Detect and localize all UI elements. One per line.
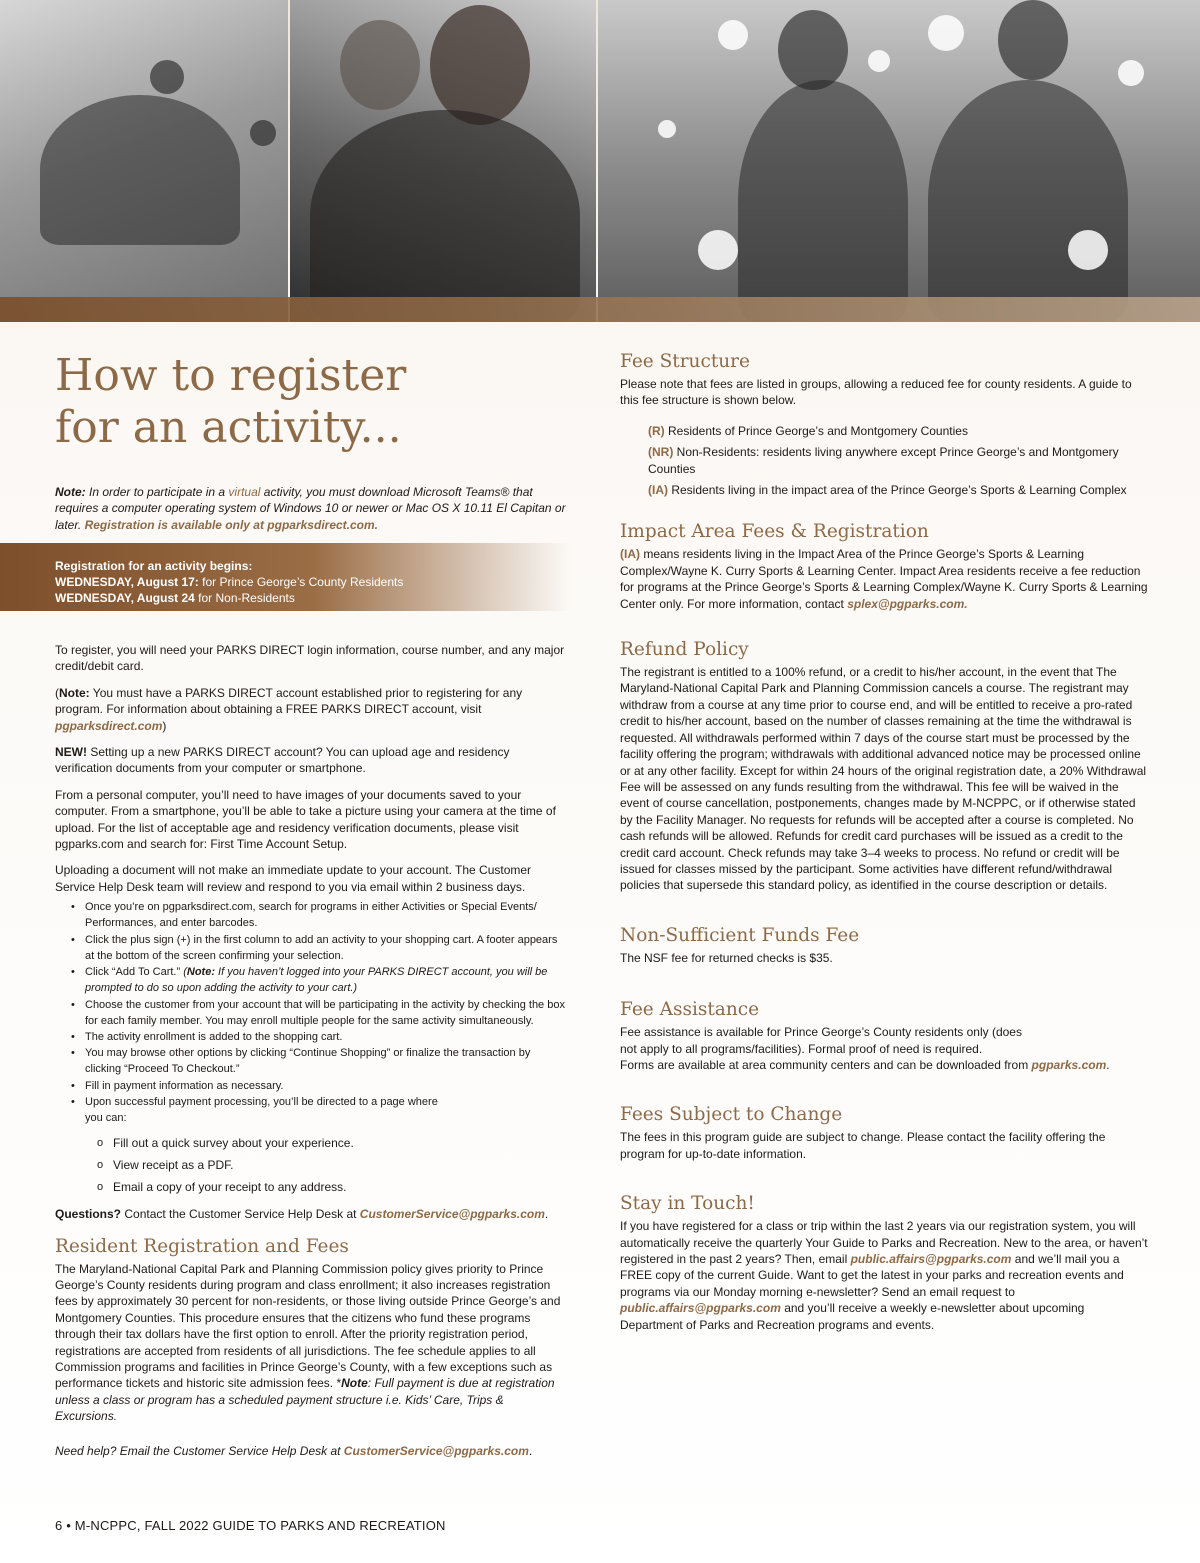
registration-instructions	[55, 642, 565, 1469]
resident-fees-heading: Resident Registration and Fees	[55, 1235, 349, 1257]
nsf-heading: Non-Sufficient Funds Fee	[620, 924, 860, 946]
step-3-note-label: Note:	[186, 966, 215, 979]
questions-line	[55, 1206, 565, 1222]
option-survey: o Fill out a quick survey about your experience.	[113, 1132, 565, 1154]
nsf-section	[620, 924, 1150, 966]
fee-structure-section	[620, 350, 1150, 498]
registration-dates-banner	[0, 543, 570, 611]
instructions-p3	[55, 744, 565, 777]
banner-text-residents: for Prince George’s County Residents	[198, 575, 404, 589]
fee-code-nr	[648, 444, 1150, 477]
questions-end: .	[544, 1207, 549, 1222]
refund-heading: Refund Policy	[620, 639, 749, 661]
banner-text-nonresidents: for Non-Residents	[194, 591, 295, 605]
help-end: .	[528, 1443, 533, 1458]
impact-heading: Impact Area Fees & Registration	[620, 521, 929, 543]
step-3-text: Click “Add To Cart.”	[85, 966, 184, 979]
note-text-1: In order to participate in a	[85, 485, 229, 499]
questions-text: Contact the Customer Service Help Desk at	[121, 1207, 360, 1222]
step-3-note-text: If you haven’t logged into your PARKS DIRECT account, you will be prompted to do so upon adding the activity to your cart.)	[85, 966, 548, 995]
customer-service-email-link[interactable]: CustomerService@pgparks.com	[359, 1207, 545, 1222]
assistance-heading: Fee Assistance	[620, 999, 760, 1021]
splex-email-link[interactable]: splex@pgparks.com.	[847, 596, 968, 611]
resident-note-label: Note	[341, 1376, 368, 1391]
stay-in-touch-section	[620, 1192, 1150, 1333]
fee-assistance-section	[620, 998, 1150, 1073]
left-column-intro	[55, 350, 575, 533]
step-7: • Fill in payment information as necessary.	[85, 1078, 565, 1094]
impact-code: (IA)	[620, 547, 640, 562]
note-text-2: activity, you must download Microsoft Teams® that requires a computer operating system of Windows 10 or newer or Mac OS X 10.11 El Capitan or later.	[55, 485, 566, 532]
code-nr-label: (NR)	[648, 445, 674, 460]
assistance-text-2	[620, 1057, 1150, 1073]
questions-label: Questions?	[55, 1207, 122, 1222]
touch-text-3: and you’ll receive a weekly e-newsletter about upcoming Department of Parks and Recreation programs and events.	[620, 1301, 1085, 1332]
resident-note-text: : Full payment is due at registration unless a class or program has a scheduled payment structure i.e. Kids’ Care, Trips & Excursions.	[55, 1376, 555, 1424]
instructions-p4: From a personal computer, you’ll need to have images of your documents saved to your computer. From a smartphone, you’ll be able to take a picture using your camera at the time of upload. For the list of acceptable age and residency verification documents, please visit pgparks.com and search for: First Time Account Setup.	[55, 787, 556, 852]
step-8: • Upon successful payment processing, you’ll be directed to a page where you can:	[85, 1094, 565, 1126]
photo-header	[0, 0, 1200, 322]
step-6: • You may browse other options by clicking “Continue Shopping” or finalize the transaction by clicking “Proceed To Checkout.”	[85, 1045, 565, 1077]
change-text: The fees in this program guide are subject to change. Please contact the facility offering the program for up-to-date information.	[620, 1130, 1106, 1161]
fee-code-r	[648, 423, 1150, 439]
photo-mother-and-baby	[290, 0, 596, 322]
refund-text: The registrant is entitled to a 100% refund, or a credit to his/her account, in the event that The Maryland-National Capital Park and Planning Commission cancels a course. The registrant may withdraw from a course at any time prior to course end, and will be entitled to receive a pro-rated credit to his/her account, based on the number of classes remaining at the time the withdrawal is requested. All withdrawals performed within 7 days of the course start must be processed by the facility offering the program; withdrawals with additional advanced notice may be processed online or at any other facility. Except for within 24 hours of the original registration date, a 20% Withdrawal Fee will be assessed on any funds resulting from the withdrawal. This fee will be waived in the event of course cancellation, postponements, changes made by M-NCPPC, or if otherwise stated by the Facility Manager. No requests for refunds will be accepted after a course is completed. No cash refunds will be allowed. Refunds for credit card purchases will be issued as a credit to the credit card account. Check refunds may take 3–4 weeks to process. No refund or credit will be issued for classes missed by the participant. Some activities have different refund/withdrawal policies that supersede this standard policy, as identified in the course description or details.	[620, 665, 1147, 893]
photo-fitness-class	[0, 0, 288, 322]
help-text: Need help? Email the Customer Service Help Desk at	[55, 1443, 344, 1458]
fee-structure-heading: Fee Structure	[620, 351, 750, 372]
help-line	[55, 1443, 565, 1459]
banner-date-nonresidents: WEDNESDAY, August 24	[55, 591, 195, 605]
p2-text: You must have a PARKS DIRECT account established prior to registering for any program. For information about obtaining a FREE PARKS DIRECT account, visit	[55, 685, 523, 717]
virtual-link[interactable]: virtual	[228, 485, 261, 499]
p3-text: Setting up a new PARKS DIRECT account? You can upload age and residency verification documents from your computer or smartphone.	[55, 745, 510, 776]
assistance-end: .	[1106, 1057, 1110, 1072]
assistance-forms: Forms are available at area community centers and can be downloaded from	[620, 1057, 1032, 1072]
title-line-1: How to register	[55, 350, 407, 401]
right-column	[620, 350, 1150, 1361]
photo-bottom-strip	[0, 297, 1200, 322]
instructions-p1: To register, you will need your PARKS DIRECT login information, course number, and any major credit/debit card.	[55, 643, 565, 674]
banner-heading: Registration for an activity begins:	[55, 559, 253, 573]
step-3-open: (	[183, 966, 187, 979]
p2-note-label: Note:	[59, 685, 90, 700]
registration-steps	[85, 899, 565, 1126]
touch-text-2: and we’ll mail you a FREE copy of the current Guide. Want to get the latest in your parks and recreation events and programs via our Monday morning e-newsletter? Send an email request to	[620, 1252, 1124, 1299]
public-affairs-link-2[interactable]: public.affairs@pgparks.com	[620, 1301, 781, 1316]
banner-date-residents: WEDNESDAY, August 17:	[55, 575, 199, 589]
registration-availability[interactable]: Registration is available only at pgparksdirect.com.	[84, 517, 379, 532]
p2-end: )	[162, 718, 167, 733]
code-r-text: Residents of Prince George’s and Montgomery Counties	[664, 423, 968, 438]
step-1: • Once you’re on pgparksdirect.com, search for programs in either Activities or Special Events/ Performances, and enter barcodes.	[85, 899, 565, 931]
option-email-receipt: o Email a copy of your receipt to any address.	[113, 1176, 565, 1198]
option-receipt-pdf: o View receipt as a PDF.	[113, 1154, 565, 1176]
code-nr-text: Non-Residents: residents living anywhere except Prince George’s and Montgomery Counties	[648, 445, 1119, 476]
instructions-p2: (Note: You must have a PARKS DIRECT account established prior to registering for any program. For information about obtaining a FREE PARKS DIRECT account, visit pgparksdirect.com)	[55, 685, 523, 733]
impact-text	[620, 546, 1150, 612]
code-ia-text: Residents living in the impact area of the Prince George’s Sports & Learning Complex	[668, 483, 1127, 498]
post-payment-options	[113, 1132, 565, 1198]
step-4: • Choose the customer from your account that will be participating in the activity by checking the box for each family member. You may enroll multiple people for the same activity simultaneously.	[85, 997, 565, 1029]
fee-structure-intro: Please note that fees are listed in groups, allowing a reduced fee for county residents. A guide to this fee structure is shown below.	[620, 377, 1132, 408]
virtual-note	[55, 484, 575, 533]
public-affairs-link-1[interactable]: public.affairs@pgparks.com	[850, 1252, 1012, 1266]
impact-body: means residents living in the Impact Area of the Prince George’s Sports & Learning Complex/Wayne K. Curry Sports & Learning Center. Impact Area residents receive a fee reduction for programs at the Prince George’s Sports & Learning Complex/Wayne K. Curry Sports & Learning Center only. For more information, contact	[620, 547, 1148, 611]
page-title	[55, 350, 575, 454]
step-3	[85, 964, 565, 996]
touch-text-1: If you have registered for a class or trip within the last 2 years via our registration system, you will automatically receive the quarterly Your Guide to Parks and Recreation. New to the area, or haven’t registered in the past 2 years? Then, email	[620, 1219, 1148, 1266]
code-ia-label: (IA)	[648, 483, 668, 498]
step-2: • Click the plus sign (+) in the first column to add an activity to your shopping cart. A footer appears at the bottom of the screen confirming your selection.	[85, 932, 565, 964]
nsf-text: The NSF fee for returned checks is $35.	[620, 950, 833, 965]
code-r-label: (R)	[648, 423, 665, 438]
resident-text: The Maryland-National Capital Park and Planning Commission policy gives priority to Prince George’s County residents during program and class enrollment; it also increases registration fees by approximately 30 percent for non-residents, or those living outside Prince George’s and Montgomery Counties. This procedure ensures that the citizens who fund these programs through their tax dollars have the first option to enroll. After the priority registration period, registrations are accepted from residents of all jurisdictions. The fee schedule applies to all Commission programs and facilities in Prince George’s County, with a few exceptions such as performance tickets and historic site admission fees. *	[55, 1261, 561, 1391]
fees-change-section	[620, 1103, 1150, 1162]
fee-code-ia	[648, 482, 1150, 498]
pgparks-link[interactable]: pgparks.com	[1031, 1057, 1107, 1072]
new-label: NEW!	[55, 745, 87, 760]
change-heading: Fees Subject to Change	[620, 1104, 843, 1126]
pgparksdirect-link[interactable]: pgparksdirect.com	[55, 718, 163, 733]
title-line-2: for an activity...	[55, 402, 402, 453]
touch-text	[620, 1218, 1150, 1333]
assistance-text-1: Fee assistance is available for Prince George’s County residents only (does not apply to all programs/facilities). Formal proof of need is required.	[620, 1025, 1022, 1056]
refund-policy-section	[620, 638, 1150, 894]
note-label: Note:	[55, 485, 86, 499]
instructions-p5: Uploading a document will not make an immediate update to your account. The Customer Service Help Desk team will review and respond to you via email within 2 business days.	[55, 863, 532, 894]
touch-heading: Stay in Touch!	[620, 1193, 755, 1215]
fee-codes-list	[648, 423, 1150, 499]
help-email-link[interactable]: CustomerService@pgparks.com	[343, 1443, 529, 1458]
step-5: • The activity enrollment is added to the shopping cart.	[85, 1029, 565, 1045]
photo-children-foam-play	[598, 0, 1200, 322]
resident-fees-text	[55, 1261, 565, 1425]
impact-area-section	[620, 520, 1150, 612]
page-footer: 6 • M-NCPPC, FALL 2022 GUIDE TO PARKS AND RECREATION	[55, 1518, 446, 1533]
